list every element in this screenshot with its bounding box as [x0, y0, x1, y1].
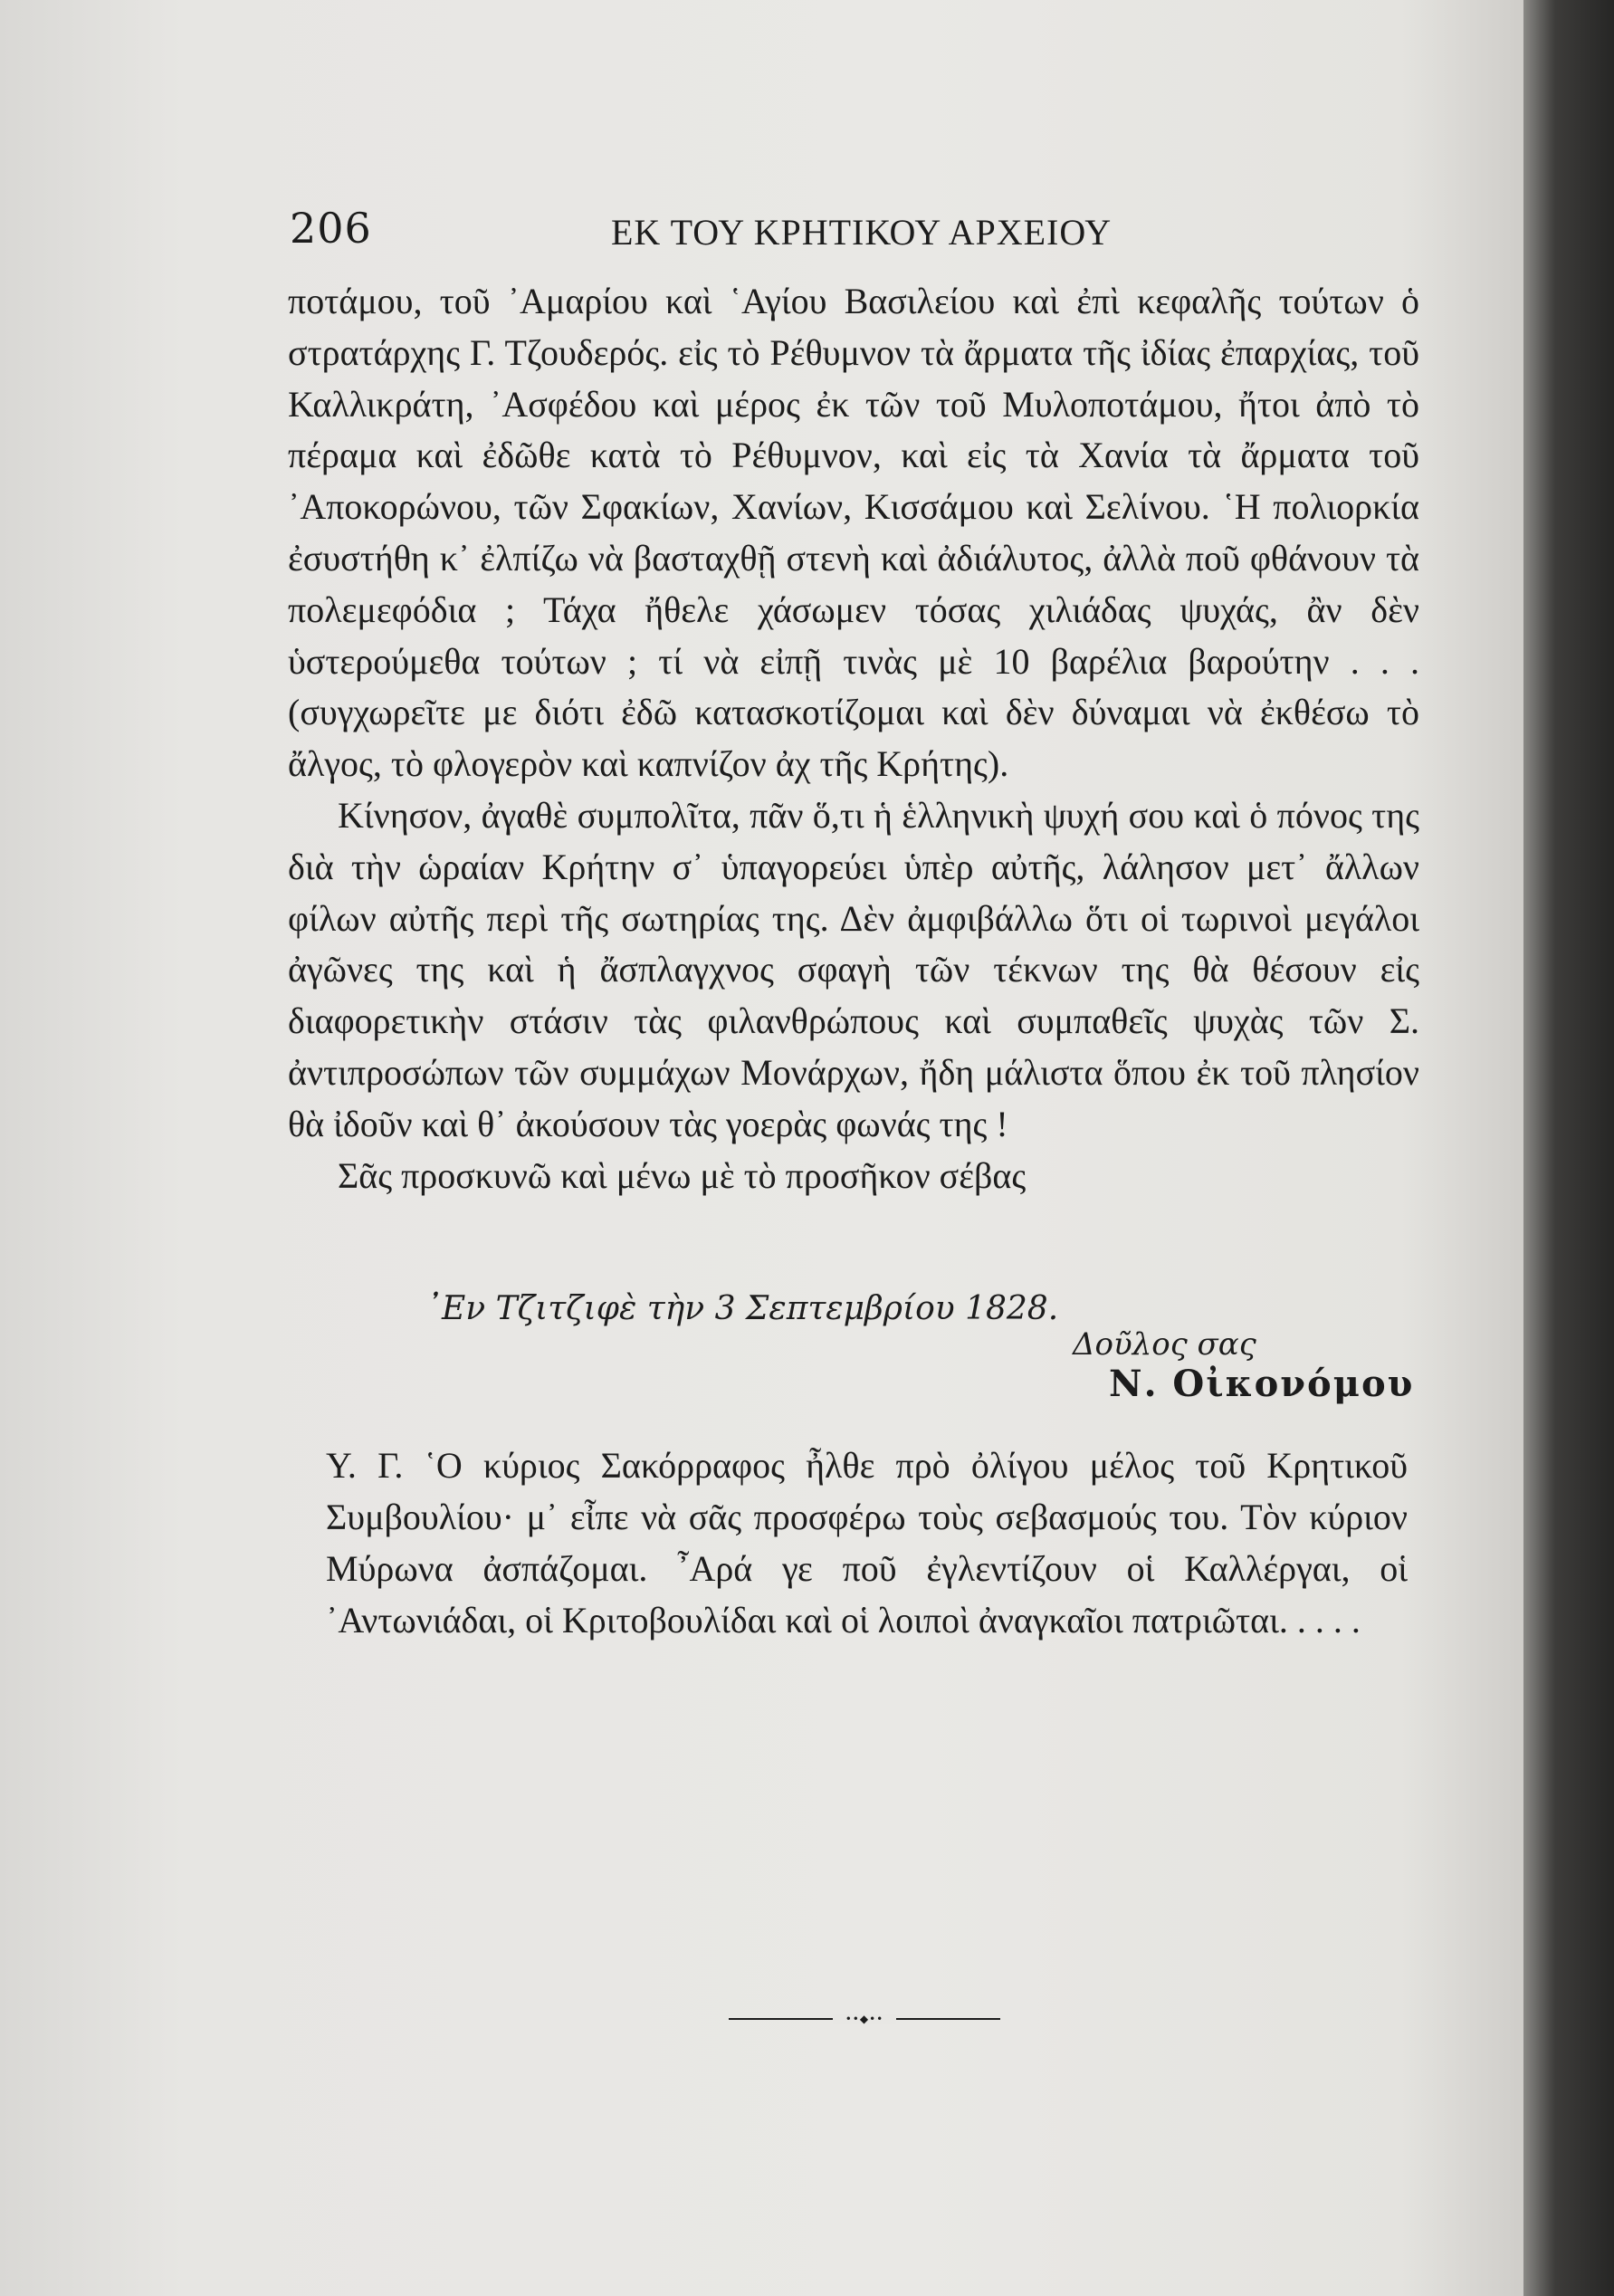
divider-ornament: ••◆•• [833, 2014, 896, 2024]
paragraph: Σᾶς προσκυνῶ καὶ μένω μὲ τὸ προσῆκον σέβας [338, 1154, 1027, 1196]
signature: Ν. Οἰκονόμου [1109, 1363, 1415, 1405]
section-divider [729, 2014, 1000, 2023]
running-title: ΕΚ ΤΟΥ ΚΡΗΤΙΚΟΥ ΑΡΧΕΙΟΥ [611, 212, 1113, 253]
page-header [290, 204, 1204, 258]
book-spine-shadow [1523, 0, 1614, 2296]
letter-body [288, 276, 1419, 1201]
place-date-line: ᾿Εν Τζιτζιφὲ τὴν 3 Σεπτεμβρίου 1828. [425, 1290, 1059, 1327]
paragraph: Κίνησον, ἀγαθὲ συμπολῖτα, πᾶν ὅ,τι ἡ ἑλληνικὴ ψυχή σου καὶ ὁ πόνος της διὰ τὴν ὡραίαν Κρήτην σ᾿ ὑπαγορεύει ὑπὲρ αὐτῆς, λάλησον μετ᾿ ἄλλων φίλων αὐτῆς περὶ τῆς σωτηρίας της. Δὲν ἀμφιβάλλω ὅτι οἱ τωρινοὶ μεγάλοι ἀγῶνες της καὶ ἡ ἄσπλαγχνος σφαγὴ τῶν τέκνων της θὰ θέσουν εἰς διαφορετικὴν στάσιν τὰς φιλανθρώπους καὶ συμπαθεῖς ψυχὰς τῶν Σ. ἀντιπροσώπων τῶν συμμάχων Μονάρχων, ἤδη μάλιστα ὅπου ἐκ τοῦ πλησίον θὰ ἰδοῦν καὶ θ᾿ ἀκούσουν τὰς γοερὰς φωνάς της ! [288, 794, 1419, 1144]
paragraph: ποτάμου, τοῦ ᾿Αμαρίου καὶ ῾Αγίου Βασιλείου καὶ ἐπὶ κεφαλῆς τούτων ὁ στρατάρχης Γ. Τζουδερός. εἰς τὸ Ρέθυμνον τὰ ἄρματα τῆς ἰδίας ἐπαρχίας, τοῦ Καλλικράτη, ᾿Ασφέδου καὶ μέρος ἐκ τῶν τοῦ Μυλοποτάμου, ἤτοι ἀπὸ τὸ πέραμα καὶ ἐδῶθε κατὰ τὸ Ρέθυμνον, καὶ εἰς τὰ Χανία τὰ ἄρματα τοῦ ᾿Αποκορώνου, τῶν Σφακίων, Χανίων, Κισσάμου καὶ Σελίνου. ῾Η πολιορκία ἐσυστήθη κ᾿ ἐλπίζω νὰ βασταχθῇ στενὴ καὶ ἀδιάλυτος, ἀλλὰ ποῦ φθάνουν τὰ πολεμεφόδια ; Τάχα ἤθελε χάσωμεν τόσας χιλιάδας ψυχάς, ἂν δὲν ὑστερούμεθα τούτων ; τί νὰ εἰπῇ τινὰς μὲ 10 βαρέλια βαρούτην . . . (συγχωρεῖτε με διότι ἐδῶ κατασκοτίζομαι καὶ δὲν δύναμαι νὰ ἐκθέσω τὸ ἄλγος, τὸ φλογερὸν καὶ καπνίζον ἀχ τῆς Κρήτης). [288, 281, 1419, 785]
page-number: 206 [290, 204, 372, 253]
postscript [326, 1440, 1408, 1646]
postscript-text: Υ. Γ. ῾Ο κύριος Σακόρραφος ἦλθε πρὸ ὀλίγου μέλος τοῦ Κρητικοῦ Συμβουλίου· μ᾿ εἶπε νὰ σᾶς προσφέρω τοὺς σεβασμούς του. Τὸν κύριον Μύρωνα ἀσπάζομαι. ῏Αρά γε ποῦ ἐγλεντίζουν οἱ Καλλέργαι, οἱ ᾿Αντωνιάδαι, οἱ Κριτοβουλίδαι καὶ οἱ λοιποὶ ἀναγκαῖοι πατριῶται. . . . . [326, 1445, 1408, 1641]
valediction: Δοῦλος σας [1073, 1326, 1256, 1363]
